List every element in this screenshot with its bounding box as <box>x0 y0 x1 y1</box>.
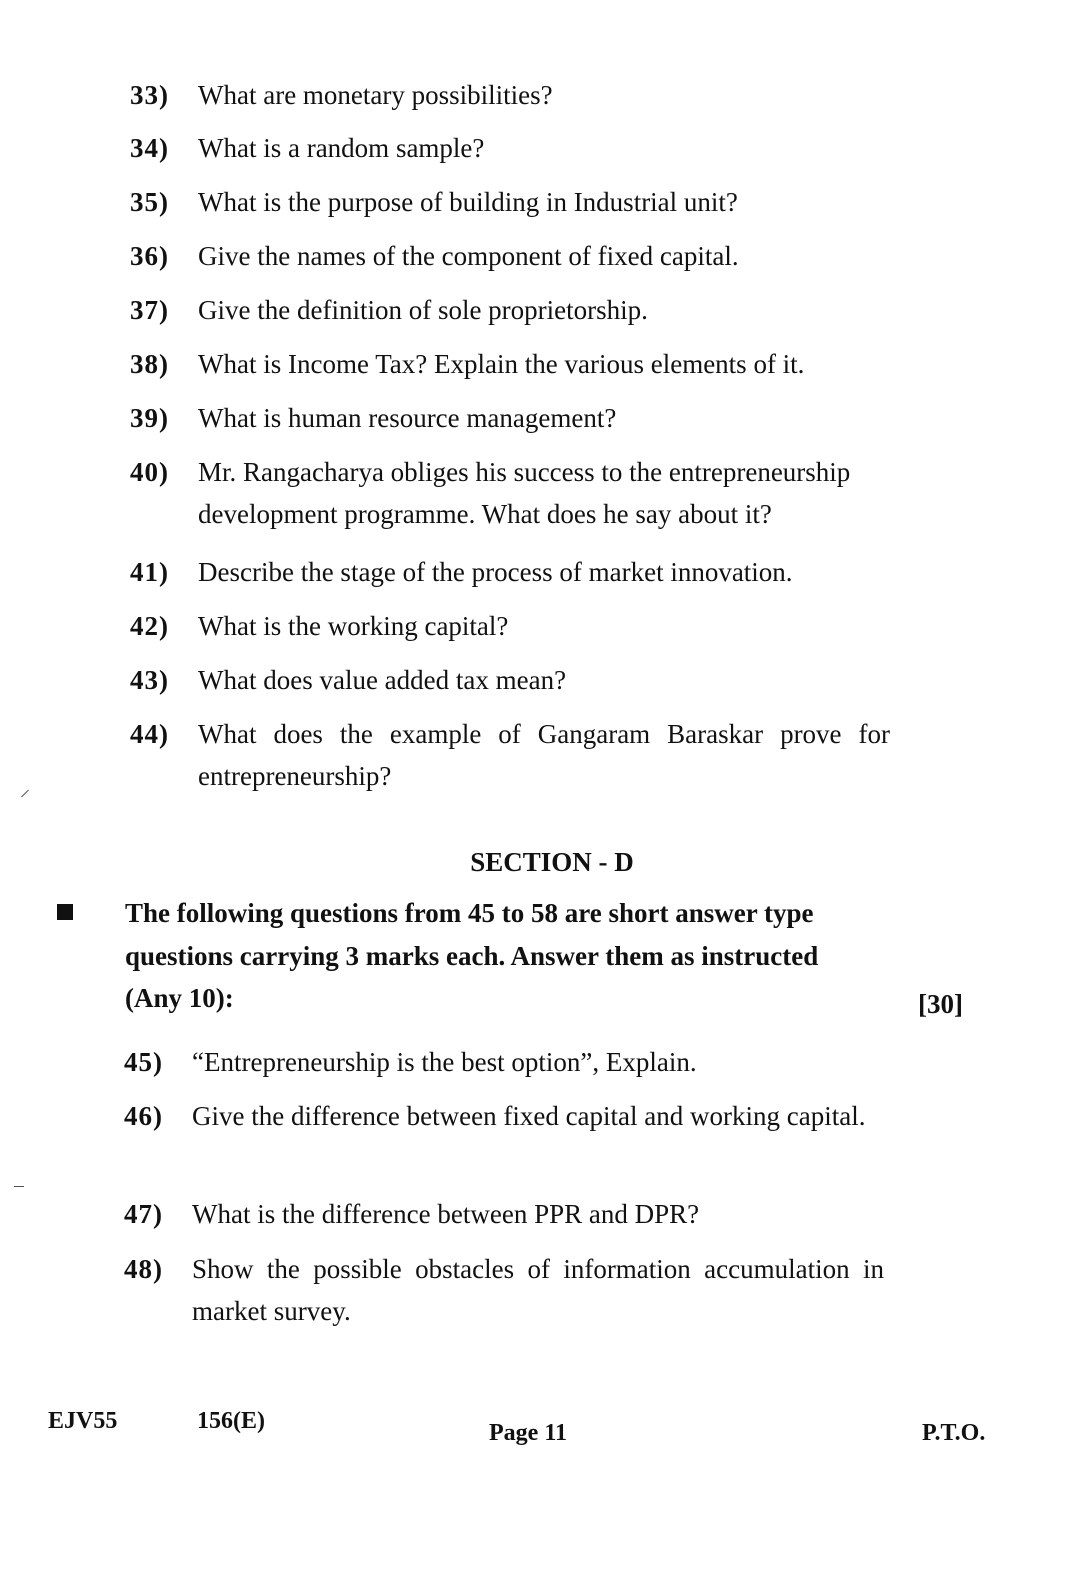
footer-page-number: Page 11 <box>489 1420 567 1446</box>
question-38 <box>130 343 890 385</box>
question-44 <box>130 713 890 797</box>
question-33 <box>130 74 890 116</box>
question-number: 46) <box>124 1101 163 1131</box>
question-number: 43) <box>130 665 169 695</box>
question-43 <box>130 659 890 701</box>
question-47 <box>124 1193 884 1235</box>
question-text: What is Income Tax? Explain the various elements of it. <box>198 349 805 379</box>
footer-paper: 156(E) <box>197 1408 265 1434</box>
margin-stroke <box>14 1186 24 1187</box>
question-34 <box>130 127 890 169</box>
question-35 <box>130 181 890 223</box>
question-40 <box>130 451 890 535</box>
question-text: “Entrepreneurship is the best option”, Explain. <box>192 1047 697 1077</box>
question-number: 36) <box>130 241 169 271</box>
question-number: 37) <box>130 295 169 325</box>
question-number: 40) <box>130 457 169 487</box>
question-number: 47) <box>124 1199 163 1229</box>
question-text: What does the example of Gangaram Baraskar prove for entrepreneurship? <box>198 719 890 791</box>
question-number: 48) <box>124 1254 163 1284</box>
question-text: What is a random sample? <box>198 133 485 163</box>
question-37 <box>130 289 890 331</box>
question-text: What is the purpose of building in Industrial unit? <box>198 187 738 217</box>
section-instruction: The following questions from 45 to 58 are short answer type questions carrying 3 marks each. Answer them as instructed <box>125 898 819 971</box>
question-text: Show the possible obstacles of information accumulation in market survey. <box>192 1254 884 1326</box>
question-46 <box>124 1095 884 1137</box>
question-number: 44) <box>130 719 169 749</box>
question-number: 42) <box>130 611 169 641</box>
question-number: 38) <box>130 349 169 379</box>
question-36 <box>130 235 890 277</box>
question-text: What are monetary possibilities? <box>198 80 553 110</box>
question-text: What is the difference between PPR and DPR? <box>192 1199 700 1229</box>
question-number: 33) <box>130 80 169 110</box>
question-text: Give the difference between fixed capital and working capital. <box>192 1101 866 1131</box>
question-text: Give the definition of sole proprietorship. <box>198 295 648 325</box>
question-text: What does value added tax mean? <box>198 665 567 695</box>
question-48 <box>124 1248 884 1332</box>
question-text: Describe the stage of the process of market innovation. <box>198 557 793 587</box>
question-number: 35) <box>130 187 169 217</box>
footer-pto: P.T.O. <box>922 1420 986 1446</box>
question-42 <box>130 605 890 647</box>
footer-code: EJV55 <box>48 1408 118 1434</box>
square-bullet-icon <box>57 904 73 920</box>
question-text: Mr. Rangacharya obliges his success to the entrepreneurship development programme. What does he say about it? <box>198 457 851 529</box>
question-text: What is human resource management? <box>198 403 617 433</box>
question-number: 41) <box>130 557 169 587</box>
question-number: 34) <box>130 133 169 163</box>
question-number: 39) <box>130 403 169 433</box>
question-41 <box>130 551 890 593</box>
question-text: Give the names of the component of fixed capital. <box>198 241 739 271</box>
margin-stroke <box>21 790 29 798</box>
section-title: SECTION - D <box>470 847 634 877</box>
question-text: What is the working capital? <box>198 611 509 641</box>
question-45 <box>124 1041 884 1083</box>
question-number: 45) <box>124 1047 163 1077</box>
section-marks: [30] <box>918 989 963 1019</box>
question-39 <box>130 397 890 439</box>
section-instruction-tail: (Any 10): <box>125 983 234 1013</box>
